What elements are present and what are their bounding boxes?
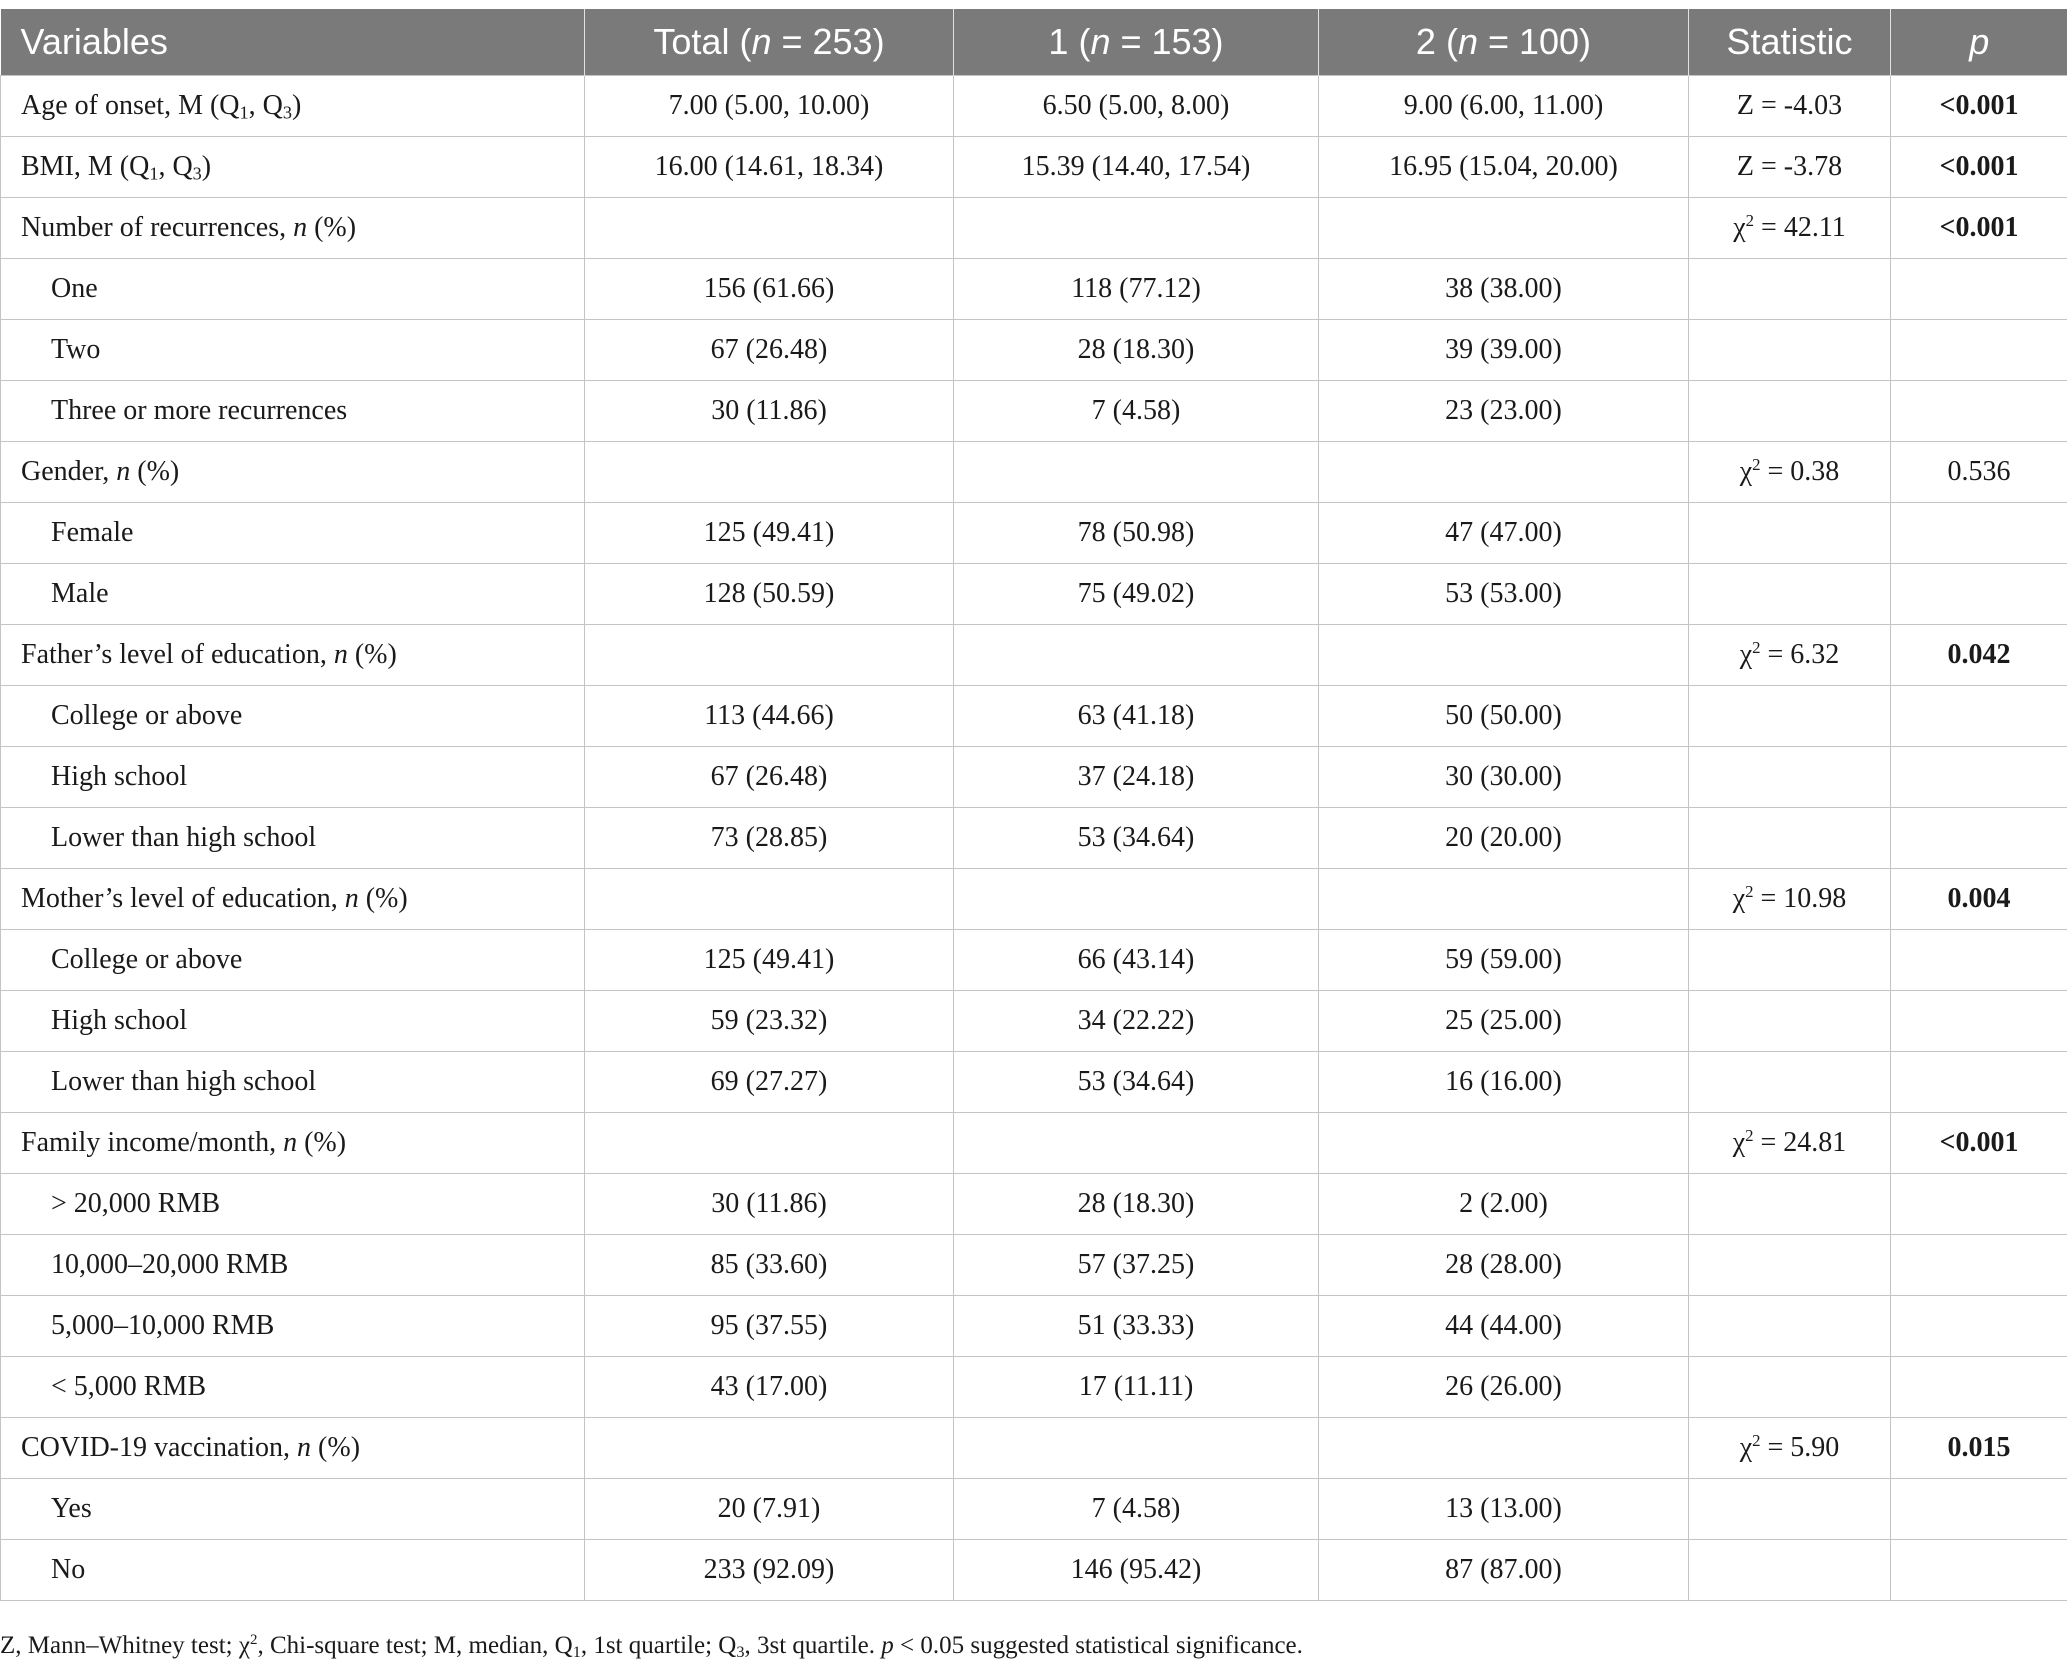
cell-total: 125 (49.41) bbox=[585, 930, 954, 991]
cell-group-2: 2 (2.00) bbox=[1319, 1174, 1689, 1235]
cell-label: One bbox=[1, 259, 585, 320]
cell-group-2: 28 (28.00) bbox=[1319, 1235, 1689, 1296]
cell-p-value: <0.001 bbox=[1891, 1113, 2067, 1174]
cell-total: 43 (17.00) bbox=[585, 1357, 954, 1418]
table-row-category bbox=[1, 1235, 2067, 1296]
cell-statistic: $\chi^2 = 6.32$ bbox=[1689, 625, 1891, 686]
cell-label: College or above bbox=[1, 930, 585, 991]
cell-group-2: 26 (26.00) bbox=[1319, 1357, 1689, 1418]
table-row-category bbox=[1, 1052, 2067, 1113]
cell-p-value bbox=[1891, 747, 2067, 808]
cell-label: No bbox=[1, 1540, 585, 1601]
cell-total: 30 (11.86) bbox=[585, 381, 954, 442]
cell-group-1: 28 (18.30) bbox=[954, 1174, 1319, 1235]
cell-group-1: 15.39 (14.40, 17.54) bbox=[954, 137, 1319, 198]
cell-group-1: 34 (22.22) bbox=[954, 991, 1319, 1052]
cell-statistic bbox=[1689, 381, 1891, 442]
cell-total: 233 (92.09) bbox=[585, 1540, 954, 1601]
cell-group-2: 59 (59.00) bbox=[1319, 930, 1689, 991]
table-row-category bbox=[1, 808, 2067, 869]
cell-total: 20 (7.91) bbox=[585, 1479, 954, 1540]
cell-group-2: 39 (39.00) bbox=[1319, 320, 1689, 381]
cell-group-1: 37 (24.18) bbox=[954, 747, 1319, 808]
cell-total: 95 (37.55) bbox=[585, 1296, 954, 1357]
cell-group-1: 7 (4.58) bbox=[954, 1479, 1319, 1540]
cell-group-2: 44 (44.00) bbox=[1319, 1296, 1689, 1357]
cell-total: 59 (23.32) bbox=[585, 991, 954, 1052]
cell-label: Age of onset, M ($Q_1$, $Q_3$) bbox=[1, 76, 585, 137]
cell-statistic bbox=[1689, 1052, 1891, 1113]
header-row bbox=[1, 9, 2067, 76]
cell-label: Mother’s level of education, n (%) bbox=[1, 869, 585, 930]
cell-statistic bbox=[1689, 320, 1891, 381]
cell-p-value: 0.015 bbox=[1891, 1418, 2067, 1479]
header-variables: Variables bbox=[1, 9, 585, 76]
cell-group-1: 17 (11.11) bbox=[954, 1357, 1319, 1418]
cell-statistic bbox=[1689, 1357, 1891, 1418]
cell-label: College or above bbox=[1, 686, 585, 747]
cell-group-1: 78 (50.98) bbox=[954, 503, 1319, 564]
cell-group-1: 146 (95.42) bbox=[954, 1540, 1319, 1601]
cell-group-1 bbox=[954, 869, 1319, 930]
cell-group-2 bbox=[1319, 442, 1689, 503]
cell-label: High school bbox=[1, 747, 585, 808]
cell-statistic: $\chi^2 = 5.90$ bbox=[1689, 1418, 1891, 1479]
cell-label: 10,000–20,000 RMB bbox=[1, 1235, 585, 1296]
cell-statistic: $\chi^2 = 0.38$ bbox=[1689, 442, 1891, 503]
cell-group-2: 38 (38.00) bbox=[1319, 259, 1689, 320]
table-row-variable bbox=[1, 869, 2067, 930]
table-row-variable bbox=[1, 1418, 2067, 1479]
table-row-category bbox=[1, 1174, 2067, 1235]
cell-label: Female bbox=[1, 503, 585, 564]
table-row-category bbox=[1, 1540, 2067, 1601]
table-row-category bbox=[1, 381, 2067, 442]
cell-group-2: 47 (47.00) bbox=[1319, 503, 1689, 564]
cell-label: < 5,000 RMB bbox=[1, 1357, 585, 1418]
table-row-category bbox=[1, 320, 2067, 381]
cell-statistic bbox=[1689, 503, 1891, 564]
cell-statistic bbox=[1689, 1540, 1891, 1601]
cell-total bbox=[585, 625, 954, 686]
cell-group-2: 20 (20.00) bbox=[1319, 808, 1689, 869]
cell-group-2: 87 (87.00) bbox=[1319, 1540, 1689, 1601]
cell-group-2: 30 (30.00) bbox=[1319, 747, 1689, 808]
cell-total bbox=[585, 1113, 954, 1174]
header-total: Total (n = 253) bbox=[585, 9, 954, 76]
cell-total: 30 (11.86) bbox=[585, 1174, 954, 1235]
cell-p-value bbox=[1891, 1357, 2067, 1418]
cell-group-1: 63 (41.18) bbox=[954, 686, 1319, 747]
cell-label: Gender, n (%) bbox=[1, 442, 585, 503]
table-row-variable bbox=[1, 76, 2067, 137]
cell-label: Three or more recurrences bbox=[1, 381, 585, 442]
table-row-category bbox=[1, 1479, 2067, 1540]
cell-label: Father’s level of education, n (%) bbox=[1, 625, 585, 686]
cell-statistic bbox=[1689, 808, 1891, 869]
cell-statistic bbox=[1689, 747, 1891, 808]
cell-total: 73 (28.85) bbox=[585, 808, 954, 869]
table-row-category bbox=[1, 686, 2067, 747]
cell-total: 69 (27.27) bbox=[585, 1052, 954, 1113]
cell-group-2 bbox=[1319, 1418, 1689, 1479]
cell-total: 128 (50.59) bbox=[585, 564, 954, 625]
cell-group-1: 75 (49.02) bbox=[954, 564, 1319, 625]
cell-label: 5,000–10,000 RMB bbox=[1, 1296, 585, 1357]
cell-group-1: 118 (77.12) bbox=[954, 259, 1319, 320]
cell-statistic bbox=[1689, 930, 1891, 991]
cell-p-value bbox=[1891, 381, 2067, 442]
cell-total bbox=[585, 1418, 954, 1479]
cell-group-2: 9.00 (6.00, 11.00) bbox=[1319, 76, 1689, 137]
table-row-variable bbox=[1, 198, 2067, 259]
cell-label: Male bbox=[1, 564, 585, 625]
cell-group-1: 66 (43.14) bbox=[954, 930, 1319, 991]
cell-total: 125 (49.41) bbox=[585, 503, 954, 564]
cell-group-2: 53 (53.00) bbox=[1319, 564, 1689, 625]
cell-label: Family income/month, n (%) bbox=[1, 1113, 585, 1174]
cell-total bbox=[585, 198, 954, 259]
cell-p-value bbox=[1891, 503, 2067, 564]
cell-group-1: 28 (18.30) bbox=[954, 320, 1319, 381]
header-group-1: 1 (n = 153) bbox=[954, 9, 1319, 76]
cell-p-value bbox=[1891, 1540, 2067, 1601]
cell-p-value: <0.001 bbox=[1891, 198, 2067, 259]
cell-statistic: $\chi^2 = 42.11$ bbox=[1689, 198, 1891, 259]
cell-total: 67 (26.48) bbox=[585, 320, 954, 381]
cell-statistic bbox=[1689, 1235, 1891, 1296]
header-statistic: Statistic bbox=[1689, 9, 1891, 76]
cell-statistic bbox=[1689, 564, 1891, 625]
cell-statistic bbox=[1689, 1174, 1891, 1235]
cell-total: 67 (26.48) bbox=[585, 747, 954, 808]
header-p: p bbox=[1891, 9, 2067, 76]
cell-total: 7.00 (5.00, 10.00) bbox=[585, 76, 954, 137]
cell-group-2 bbox=[1319, 198, 1689, 259]
cell-p-value bbox=[1891, 1296, 2067, 1357]
cell-group-1 bbox=[954, 1113, 1319, 1174]
cell-statistic: Z = -3.78 bbox=[1689, 137, 1891, 198]
cell-label: Yes bbox=[1, 1479, 585, 1540]
cell-p-value: 0.536 bbox=[1891, 442, 2067, 503]
cell-label: > 20,000 RMB bbox=[1, 1174, 585, 1235]
cell-group-2: 23 (23.00) bbox=[1319, 381, 1689, 442]
cell-label: BMI, M ($Q_1$, $Q_3$) bbox=[1, 137, 585, 198]
cell-statistic bbox=[1689, 259, 1891, 320]
data-table bbox=[0, 9, 2067, 1601]
cell-group-1 bbox=[954, 442, 1319, 503]
cell-statistic: Z = -4.03 bbox=[1689, 76, 1891, 137]
cell-p-value bbox=[1891, 1479, 2067, 1540]
cell-statistic: $\chi^2 = 24.81$ bbox=[1689, 1113, 1891, 1174]
cell-statistic bbox=[1689, 1479, 1891, 1540]
cell-p-value bbox=[1891, 1052, 2067, 1113]
cell-statistic: $\chi^2 = 10.98$ bbox=[1689, 869, 1891, 930]
table-row-category bbox=[1, 991, 2067, 1052]
cell-p-value bbox=[1891, 564, 2067, 625]
cell-total bbox=[585, 442, 954, 503]
table-footnote: Z, Mann–Whitney test; $\chi^2$, Chi-square test; M, median, $Q_1$, 1st quartile; $Q_3$, 3st quartile. p < 0.05 suggested statistical significance. bbox=[0, 1632, 1303, 1662]
cell-group-2 bbox=[1319, 1113, 1689, 1174]
cell-group-2 bbox=[1319, 625, 1689, 686]
table-row-category bbox=[1, 930, 2067, 991]
cell-total: 156 (61.66) bbox=[585, 259, 954, 320]
cell-group-2: 25 (25.00) bbox=[1319, 991, 1689, 1052]
cell-group-2: 16.95 (15.04, 20.00) bbox=[1319, 137, 1689, 198]
cell-group-2: 13 (13.00) bbox=[1319, 1479, 1689, 1540]
cell-p-value: 0.042 bbox=[1891, 625, 2067, 686]
cell-p-value bbox=[1891, 320, 2067, 381]
table-header bbox=[1, 9, 2067, 76]
cell-statistic bbox=[1689, 1296, 1891, 1357]
cell-group-1 bbox=[954, 1418, 1319, 1479]
cell-p-value bbox=[1891, 259, 2067, 320]
cell-label: Lower than high school bbox=[1, 1052, 585, 1113]
cell-group-1: 51 (33.33) bbox=[954, 1296, 1319, 1357]
table-row-variable bbox=[1, 442, 2067, 503]
cell-p-value: <0.001 bbox=[1891, 76, 2067, 137]
table-row-category bbox=[1, 564, 2067, 625]
cell-group-1: 57 (37.25) bbox=[954, 1235, 1319, 1296]
cell-label: Two bbox=[1, 320, 585, 381]
table-row-category bbox=[1, 503, 2067, 564]
table-body bbox=[1, 76, 2067, 1601]
cell-total: 85 (33.60) bbox=[585, 1235, 954, 1296]
cell-group-2 bbox=[1319, 869, 1689, 930]
table-row-category bbox=[1, 259, 2067, 320]
cell-total bbox=[585, 869, 954, 930]
table-row-variable bbox=[1, 625, 2067, 686]
cell-label: Number of recurrences, n (%) bbox=[1, 198, 585, 259]
table-row-category bbox=[1, 1296, 2067, 1357]
table-row-category bbox=[1, 747, 2067, 808]
cell-group-1 bbox=[954, 625, 1319, 686]
cell-p-value bbox=[1891, 808, 2067, 869]
table-row-variable bbox=[1, 137, 2067, 198]
cell-total: 113 (44.66) bbox=[585, 686, 954, 747]
cell-p-value bbox=[1891, 1235, 2067, 1296]
cell-group-1 bbox=[954, 198, 1319, 259]
cell-total: 16.00 (14.61, 18.34) bbox=[585, 137, 954, 198]
header-group-2: 2 (n = 100) bbox=[1319, 9, 1689, 76]
cell-label: Lower than high school bbox=[1, 808, 585, 869]
cell-p-value bbox=[1891, 686, 2067, 747]
cell-statistic bbox=[1689, 991, 1891, 1052]
cell-group-1: 6.50 (5.00, 8.00) bbox=[954, 76, 1319, 137]
cell-statistic bbox=[1689, 686, 1891, 747]
cell-label: High school bbox=[1, 991, 585, 1052]
cell-p-value bbox=[1891, 991, 2067, 1052]
table-row-category bbox=[1, 1357, 2067, 1418]
cell-p-value: <0.001 bbox=[1891, 137, 2067, 198]
table-row-variable bbox=[1, 1113, 2067, 1174]
cell-group-2: 50 (50.00) bbox=[1319, 686, 1689, 747]
cell-p-value bbox=[1891, 1174, 2067, 1235]
cell-group-1: 53 (34.64) bbox=[954, 1052, 1319, 1113]
cell-group-1: 53 (34.64) bbox=[954, 808, 1319, 869]
cell-group-1: 7 (4.58) bbox=[954, 381, 1319, 442]
cell-p-value bbox=[1891, 930, 2067, 991]
cell-group-2: 16 (16.00) bbox=[1319, 1052, 1689, 1113]
cell-label: COVID-19 vaccination, n (%) bbox=[1, 1418, 585, 1479]
cell-p-value: 0.004 bbox=[1891, 869, 2067, 930]
